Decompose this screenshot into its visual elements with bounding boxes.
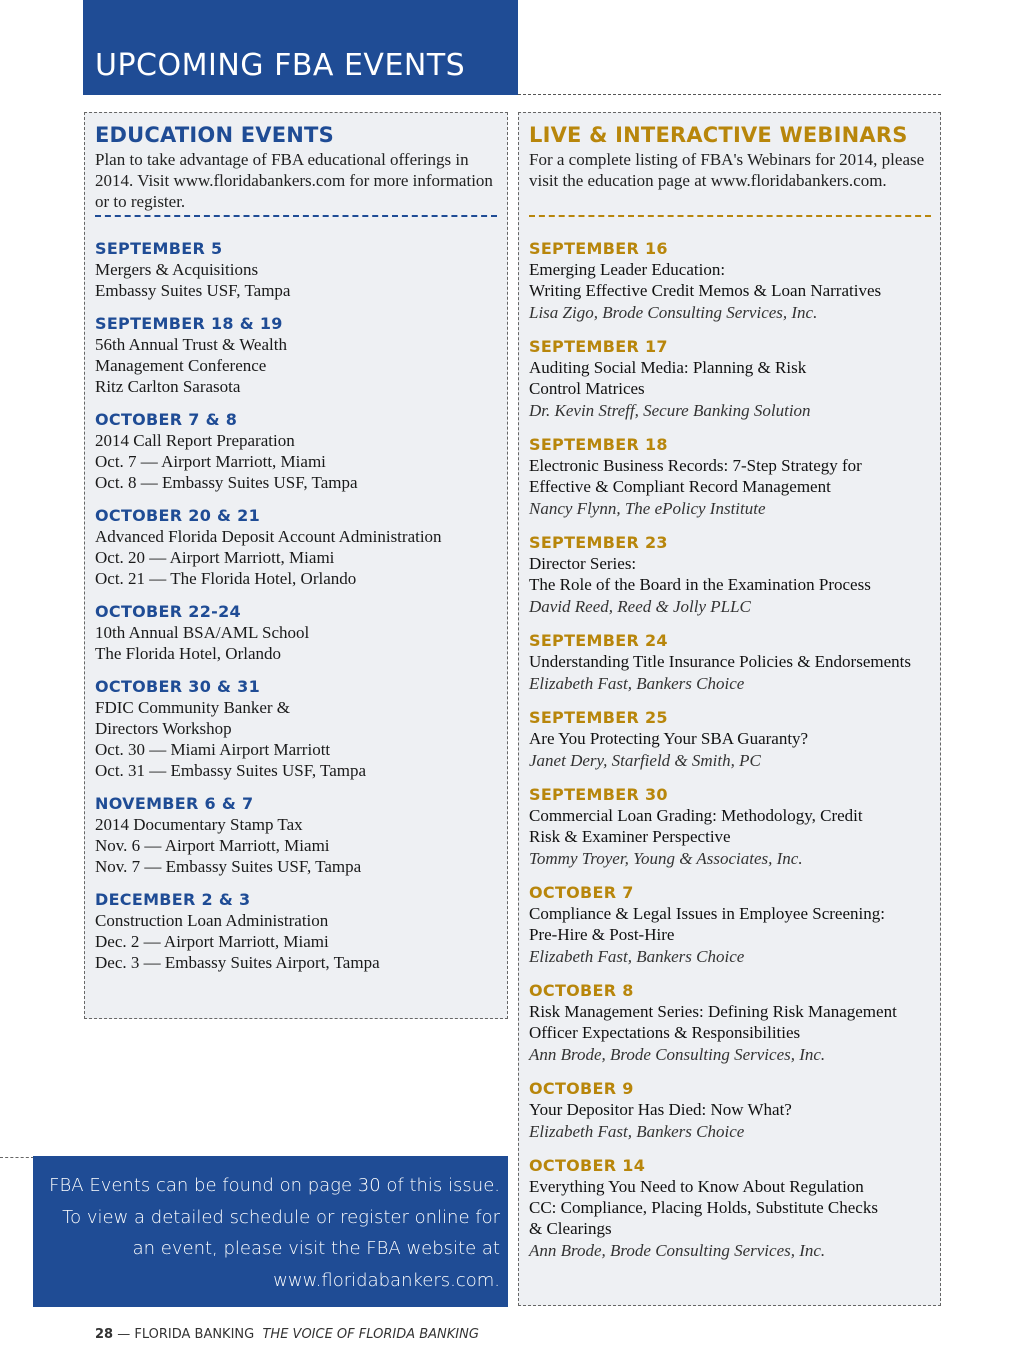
webinar-title-line: Your Depositor Has Died: Now What?: [529, 1100, 792, 1119]
event-date: OCTOBER 14: [529, 1156, 646, 1175]
webinar-title-line: The Role of the Board in the Examination Process: [529, 575, 871, 594]
webinar-title-line: Officer Expectations & Responsibilities: [529, 1023, 801, 1042]
event-detail-line: Oct. 31 — Embassy Suites USF, Tampa: [95, 761, 367, 780]
event-detail-line: 56th Annual Trust & Wealth: [95, 335, 287, 354]
event-detail-line: Construction Loan Administration: [95, 911, 329, 930]
webinars-divider: [529, 215, 931, 217]
webinar-event: [529, 785, 939, 870]
event-detail-line: 10th Annual BSA/AML School: [95, 623, 310, 642]
education-event: [95, 410, 505, 493]
event-detail-line: Ritz Carlton Sarasota: [95, 377, 241, 396]
event-date: NOVEMBER 6 & 7: [95, 794, 254, 813]
webinar-event: [529, 533, 939, 618]
event-detail-line: Mergers & Acquisitions: [95, 260, 259, 279]
webinar-event: [529, 883, 939, 968]
webinar-speaker: Elizabeth Fast, Bankers Choice: [529, 947, 745, 966]
event-date: SEPTEMBER 23: [529, 533, 668, 552]
event-detail-line: Oct. 20 — Airport Marriott, Miami: [95, 548, 335, 567]
webinar-title-line: Everything You Need to Know About Regulation: [529, 1177, 864, 1196]
education-event: [95, 602, 505, 664]
webinar-title-line: Commercial Loan Grading: Methodology, Credit: [529, 806, 863, 825]
event-detail-line: Nov. 7 — Embassy Suites USF, Tampa: [95, 857, 362, 876]
event-date: SEPTEMBER 5: [95, 239, 223, 258]
education-divider: [95, 215, 497, 217]
webinar-event: [529, 981, 939, 1066]
webinars-heading: LIVE & INTERACTIVE WEBINARS: [529, 123, 908, 147]
webinar-title-line: & Clearings: [529, 1219, 612, 1238]
webinar-event: [529, 1079, 939, 1143]
education-event-list: [95, 239, 505, 986]
webinar-title-line: Compliance & Legal Issues in Employee Screening:: [529, 904, 885, 923]
event-date: OCTOBER 7: [529, 883, 634, 902]
event-date: SEPTEMBER 24: [529, 631, 668, 650]
webinar-speaker: Nancy Flynn, The ePolicy Institute: [529, 499, 766, 518]
event-detail-line: Oct. 21 — The Florida Hotel, Orlando: [95, 569, 357, 588]
webinar-title-line: Understanding Title Insurance Policies & Endorsements: [529, 652, 911, 671]
webinar-speaker: Ann Brode, Brode Consulting Services, Inc.: [529, 1045, 826, 1064]
event-detail-line: Management Conference: [95, 356, 267, 375]
event-date: SEPTEMBER 25: [529, 708, 668, 727]
page-footer: [95, 1327, 479, 1342]
education-events-panel: [84, 112, 508, 1019]
webinars-intro: For a complete listing of FBA's Webinars for 2014, please visit the education page at www.floridabankers.com.: [529, 150, 925, 190]
event-detail-line: Oct. 7 — Airport Marriott, Miami: [95, 452, 326, 471]
education-event: [95, 506, 505, 589]
webinars-panel: [518, 112, 941, 1306]
webinar-speaker: Tommy Troyer, Young & Associates, Inc.: [529, 849, 803, 868]
publication-tagline: THE VOICE OF FLORIDA BANKING: [262, 1327, 479, 1342]
footer-separator: —: [113, 1327, 135, 1342]
webinar-speaker: Elizabeth Fast, Bankers Choice: [529, 674, 745, 693]
event-detail-line: Nov. 6 — Airport Marriott, Miami: [95, 836, 330, 855]
webinar-speaker: Dr. Kevin Streff, Secure Banking Solution: [529, 401, 811, 420]
page-title: UPCOMING FBA EVENTS: [95, 48, 466, 83]
webinar-event: [529, 708, 939, 772]
event-detail-line: Oct. 8 — Embassy Suites USF, Tampa: [95, 473, 358, 492]
webinar-title-line: Risk & Examiner Perspective: [529, 827, 731, 846]
webinar-title-line: Electronic Business Records: 7-Step Strategy for: [529, 456, 862, 475]
webinar-title-line: CC: Compliance, Placing Holds, Substitute Checks: [529, 1198, 878, 1217]
callout-text: FBA Events can be found on page 30 of this issue. To view a detailed schedule or register online for an event, please visit the FBA website at www.floridabankers.com.: [49, 1175, 500, 1291]
webinar-event: [529, 631, 939, 695]
event-date: OCTOBER 20 & 21: [95, 506, 260, 525]
event-date: OCTOBER 7 & 8: [95, 410, 238, 429]
education-intro: Plan to take advantage of FBA educational offerings in 2014. Visit www.floridabankers.com for more information or to register.: [95, 150, 493, 211]
education-event: [95, 794, 505, 877]
event-detail-line: Embassy Suites USF, Tampa: [95, 281, 291, 300]
education-event: [95, 314, 505, 397]
webinar-title-line: Auditing Social Media: Planning & Risk: [529, 358, 807, 377]
event-date: SEPTEMBER 18 & 19: [95, 314, 283, 333]
event-date: OCTOBER 9: [529, 1079, 634, 1098]
webinar-speaker: Ann Brode, Brode Consulting Services, Inc.: [529, 1241, 826, 1260]
webinar-speaker: David Reed, Reed & Jolly PLLC: [529, 597, 751, 616]
webinar-title-line: Control Matrices: [529, 379, 645, 398]
webinar-speaker: Lisa Zigo, Brode Consulting Services, Inc.: [529, 303, 818, 322]
webinar-speaker: Elizabeth Fast, Bankers Choice: [529, 1122, 745, 1141]
webinar-title-line: Pre-Hire & Post-Hire: [529, 925, 675, 944]
webinar-title-line: Effective & Compliant Record Management: [529, 477, 831, 496]
event-detail-line: Dec. 2 — Airport Marriott, Miami: [95, 932, 329, 951]
webinar-title-line: Are You Protecting Your SBA Guaranty?: [529, 729, 809, 748]
events-callout-box: [33, 1156, 508, 1307]
event-detail-line: 2014 Call Report Preparation: [95, 431, 295, 450]
event-detail-line: Advanced Florida Deposit Account Administration: [95, 527, 442, 546]
event-date: SEPTEMBER 18: [529, 435, 668, 454]
page-number: 28: [95, 1327, 114, 1342]
header-divider: [518, 94, 941, 95]
education-event: [95, 890, 505, 973]
event-date: OCTOBER 8: [529, 981, 634, 1000]
event-date: SEPTEMBER 17: [529, 337, 668, 356]
webinar-speaker: Janet Dery, Starfield & Smith, PC: [529, 751, 761, 770]
webinar-event: [529, 337, 939, 422]
webinar-event: [529, 239, 939, 324]
education-event: [95, 677, 505, 781]
event-detail-line: Oct. 30 — Miami Airport Marriott: [95, 740, 331, 759]
webinar-event: [529, 435, 939, 520]
webinar-title-line: Director Series:: [529, 554, 637, 573]
event-date: OCTOBER 30 & 31: [95, 677, 260, 696]
event-detail-line: Dec. 3 — Embassy Suites Airport, Tampa: [95, 953, 380, 972]
webinar-title-line: Risk Management Series: Defining Risk Management: [529, 1002, 897, 1021]
webinar-title-line: Emerging Leader Education:: [529, 260, 726, 279]
event-detail-line: Directors Workshop: [95, 719, 232, 738]
event-detail-line: The Florida Hotel, Orlando: [95, 644, 282, 663]
webinar-title-line: Writing Effective Credit Memos & Loan Narratives: [529, 281, 882, 300]
event-detail-line: 2014 Documentary Stamp Tax: [95, 815, 303, 834]
education-event: [95, 239, 505, 301]
event-date: SEPTEMBER 16: [529, 239, 668, 258]
event-date: DECEMBER 2 & 3: [95, 890, 251, 909]
event-date: OCTOBER 22-24: [95, 602, 241, 621]
webinar-event-list: [529, 239, 939, 1275]
education-heading: EDUCATION EVENTS: [95, 123, 334, 147]
webinar-event: [529, 1156, 939, 1262]
event-date: SEPTEMBER 30: [529, 785, 668, 804]
callout-divider: [0, 1157, 34, 1158]
publication-name: FLORIDA BANKING: [134, 1327, 255, 1342]
event-detail-line: FDIC Community Banker &: [95, 698, 291, 717]
